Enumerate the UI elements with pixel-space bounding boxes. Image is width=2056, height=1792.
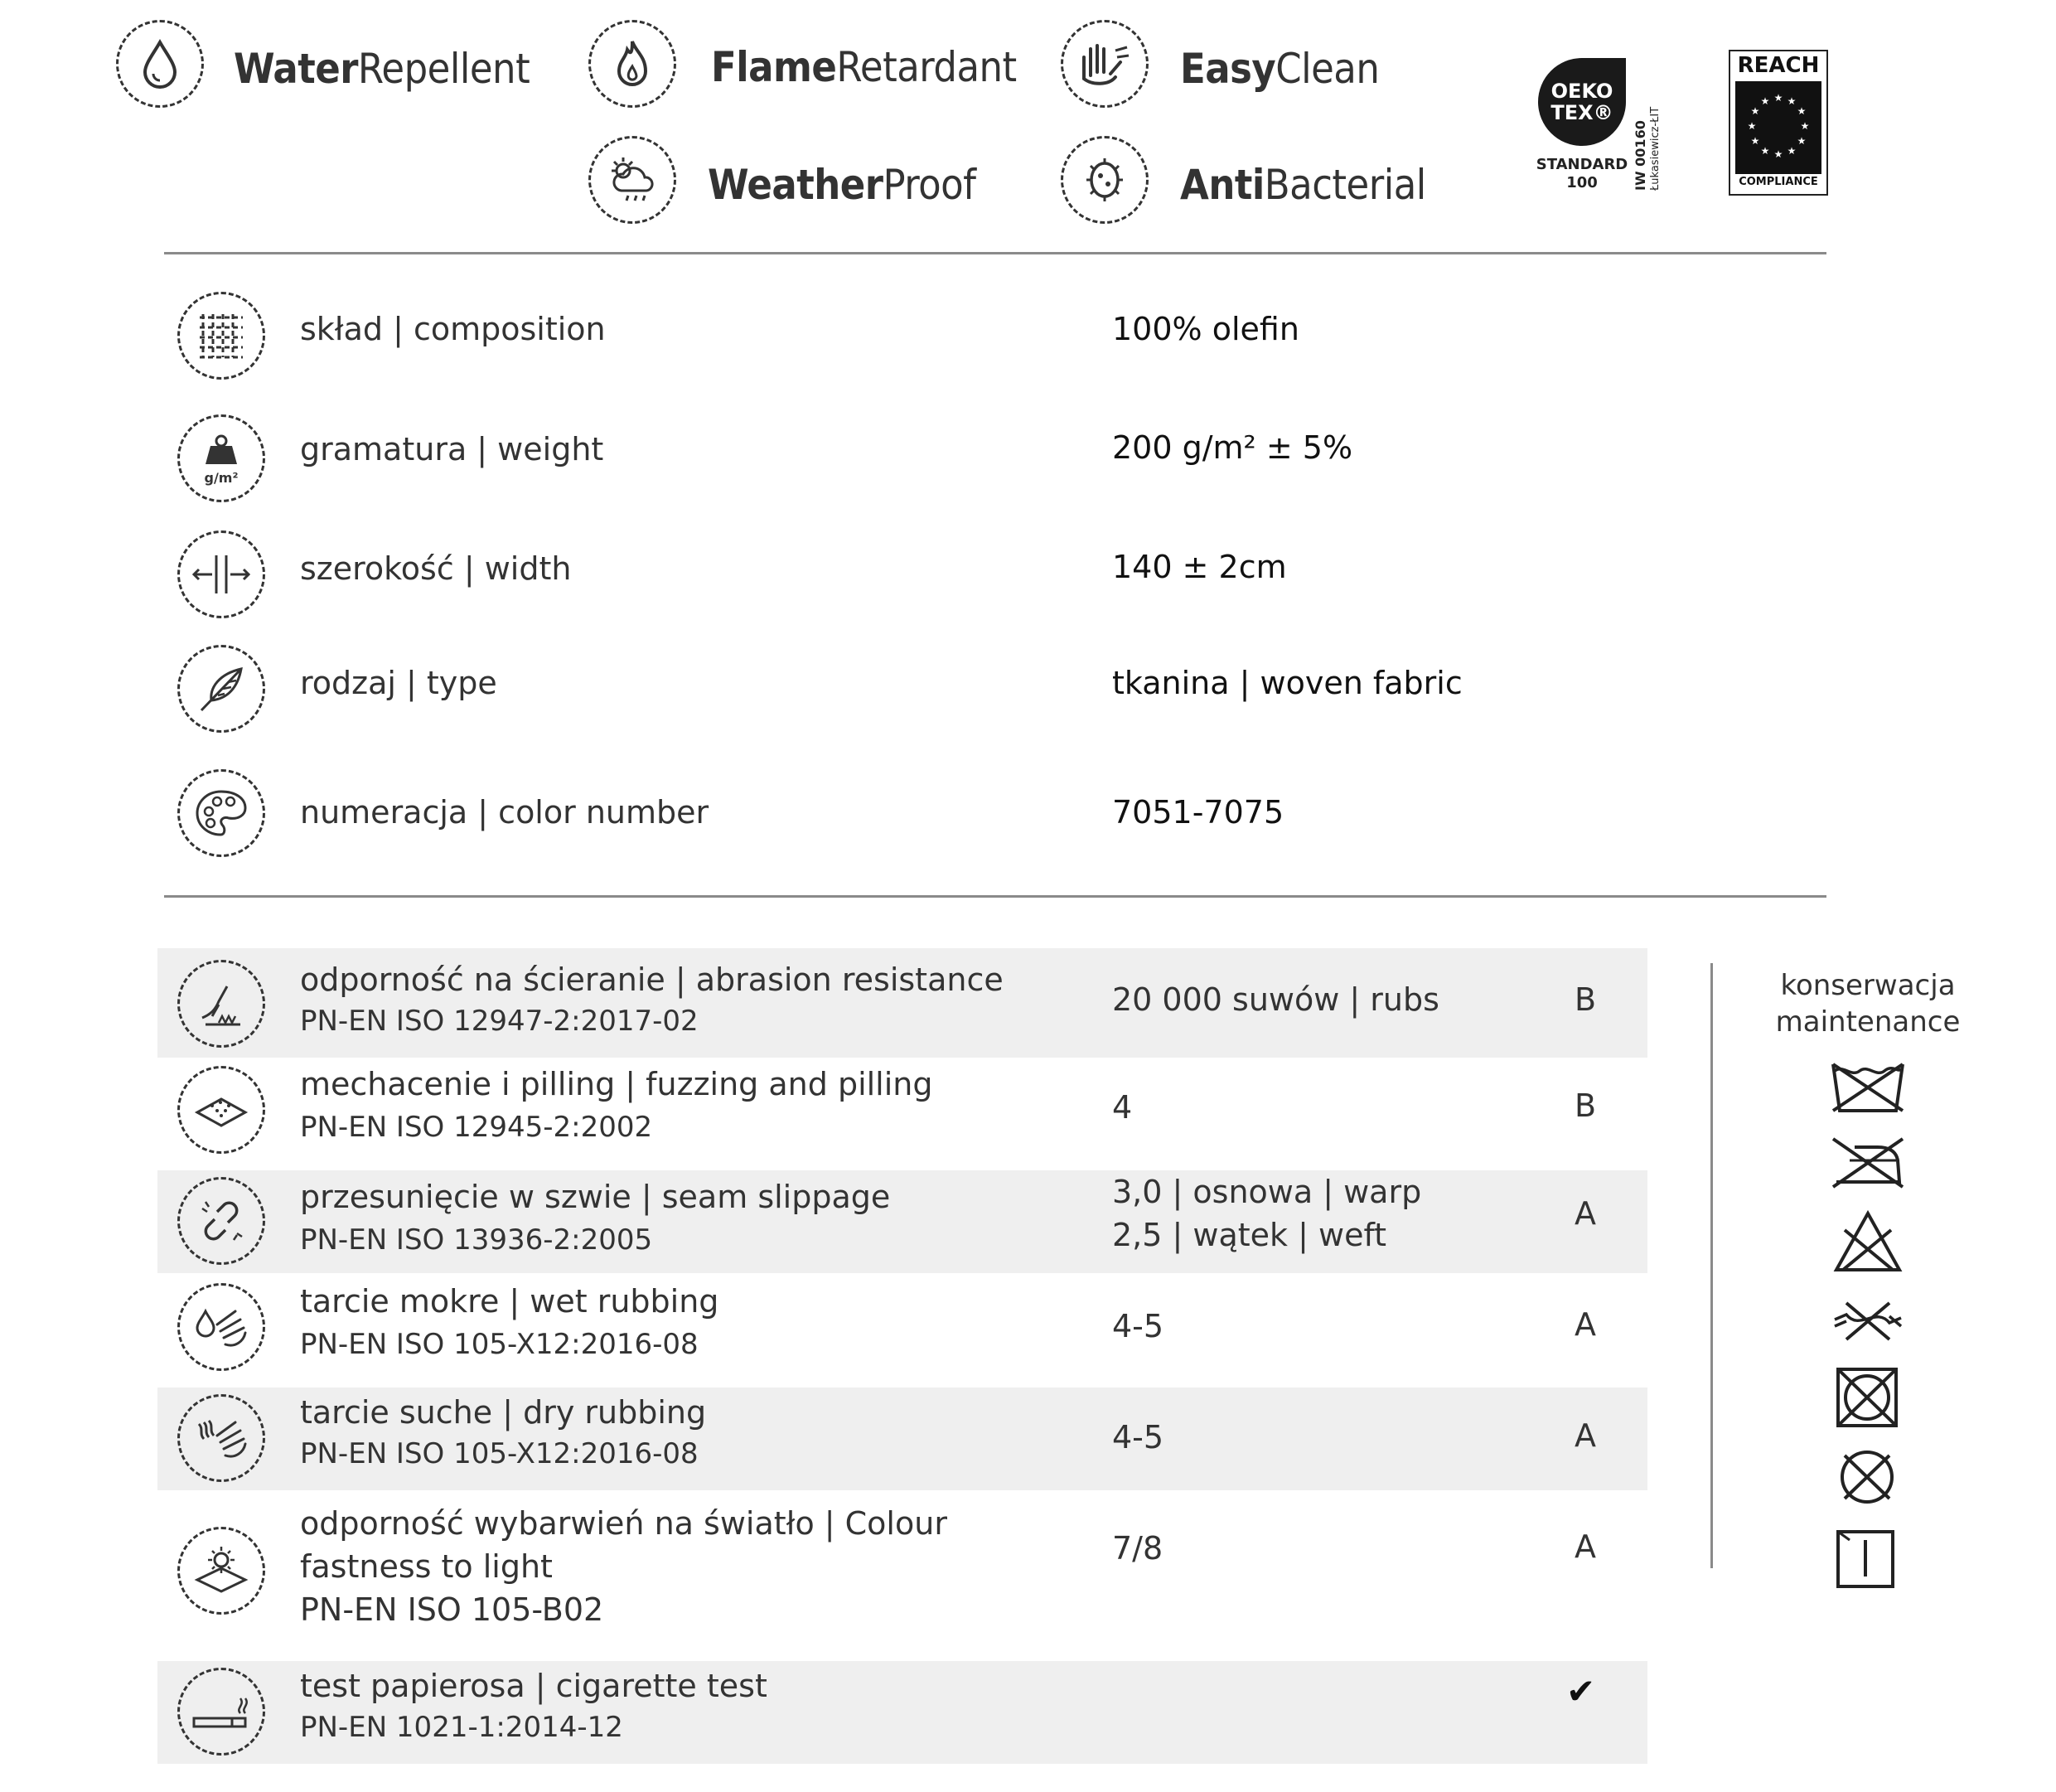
middle-divider (164, 895, 1826, 898)
prop-standard-cigarette: PN-EN 1021-1:2014-12 (300, 1711, 623, 1744)
hand-wipe-icon (1061, 20, 1149, 108)
weight-icon-text: g/m² (204, 470, 239, 486)
standard-text: STANDARD (1536, 156, 1628, 173)
anti-bacterial-label: AntiBacterial (1180, 161, 1426, 209)
water-repellent-label: WaterRepellent (234, 45, 530, 93)
prop-title-wet-rubbing: tarcie mokre | wet rubbing (300, 1283, 719, 1320)
weight-icon (177, 414, 265, 502)
prop-standard-pilling: PN-EN ISO 12945-2:2002 (300, 1111, 653, 1144)
reach-compliance-logo (1729, 50, 1828, 196)
spec-value-weight: 200 g/m² ± 5% (1112, 429, 1353, 466)
prop-standard-wet-rubbing: PN-EN ISO 105-X12:2016-08 (300, 1328, 699, 1361)
svg-text:★: ★ (1760, 145, 1770, 157)
line-dry-icon (1835, 1528, 1896, 1593)
svg-text:★: ★ (1787, 145, 1797, 157)
prop-value-pilling: 4 (1112, 1089, 1133, 1126)
light-fastness-icon (177, 1527, 265, 1615)
svg-text:★: ★ (1747, 120, 1757, 132)
do-not-bleach-icon (1833, 1210, 1903, 1276)
oeko-side-number: IW 00160 (1633, 120, 1648, 191)
prop-class-cigarette-check: ✔ (1566, 1671, 1596, 1712)
sun-cloud-rain-icon (588, 136, 676, 224)
prop-class-wet-rubbing: A (1575, 1306, 1596, 1343)
maintenance-divider (1710, 963, 1713, 1568)
palette-icon (177, 769, 265, 857)
water-drop-icon (116, 20, 204, 108)
prop-value-seam-weft: 2,5 | wątek | weft (1112, 1217, 1387, 1253)
maintenance-title-pl: konserwacja (1780, 969, 1956, 1002)
svg-text:★: ★ (1797, 105, 1807, 117)
easy-clean-label: EasyClean (1180, 45, 1380, 93)
pilling-icon (177, 1066, 265, 1154)
prop-standard-seam: PN-EN ISO 13936-2:2005 (300, 1223, 653, 1257)
svg-text:★: ★ (1787, 95, 1797, 107)
oeko-tex-logo (1533, 58, 1674, 199)
prop-value-seam-warp: 3,0 | osnowa | warp (1112, 1174, 1422, 1210)
seam-link-icon (177, 1177, 265, 1265)
feather-icon (177, 645, 265, 733)
prop-title-cigarette: test papierosa | cigarette test (300, 1668, 767, 1704)
reach-compliance-text: COMPLIANCE (1739, 176, 1818, 188)
prop-value-wet-rubbing: 4-5 (1112, 1308, 1164, 1344)
prop-class-dry-rubbing: A (1575, 1417, 1596, 1454)
spec-value-type: tkanina | woven fabric (1112, 665, 1463, 701)
svg-text:★: ★ (1750, 105, 1760, 117)
prop-standard-abrasion: PN-EN ISO 12947-2:2017-02 (300, 1005, 699, 1038)
svg-text:★: ★ (1750, 135, 1760, 147)
width-arrows-icon (177, 530, 265, 618)
cigarette-icon (177, 1668, 265, 1756)
prop-value-abrasion: 20 000 suwów | rubs (1112, 981, 1439, 1018)
oeko-text: OEKO (1550, 80, 1613, 103)
tex-text: TEX® (1550, 101, 1613, 124)
svg-text:★: ★ (1800, 120, 1810, 132)
oeko-side-institute: Łukasiewicz-ŁIT (1649, 106, 1662, 191)
weave-icon (177, 292, 265, 380)
reach-title: REACH (1737, 53, 1820, 78)
eu-stars-flag (1735, 81, 1821, 174)
prop-title-abrasion: odporność na ścieranie | abrasion resistance (300, 961, 1004, 998)
prop-standard-light-fastness: PN-EN ISO 105-B02 (300, 1591, 604, 1628)
do-not-iron-icon (1830, 1136, 1906, 1194)
spec-label-weight: gramatura | weight (300, 431, 604, 467)
abrasion-icon (177, 960, 265, 1048)
spec-value-color-number: 7051-7075 (1112, 794, 1284, 831)
prop-standard-dry-rubbing: PN-EN ISO 105-X12:2016-08 (300, 1437, 699, 1470)
prop-title-light-fastness: odporność wybarwień na światło | Colour fastness to light (300, 1505, 947, 1585)
prop-title-seam: przesunięcie w szwie | seam slippage (300, 1179, 891, 1215)
wet-rubbing-icon (177, 1283, 265, 1371)
do-not-wring-icon (1830, 1298, 1906, 1348)
svg-text:★: ★ (1797, 135, 1807, 147)
prop-value-light-fastness: 7/8 (1112, 1530, 1163, 1567)
flame-retardant-label: FlameRetardant (711, 43, 1017, 91)
spec-value-width: 140 ± 2cm (1112, 549, 1287, 585)
maintenance-title-en: maintenance (1775, 1005, 1961, 1039)
svg-text:★: ★ (1773, 148, 1783, 160)
do-not-wash-icon (1830, 1061, 1906, 1117)
flame-icon (588, 20, 676, 108)
spec-label-type: rodzaj | type (300, 665, 497, 701)
do-not-tumble-dry-icon (1835, 1366, 1899, 1432)
prop-value-dry-rubbing: 4-5 (1112, 1419, 1164, 1455)
prop-title-dry-rubbing: tarcie suche | dry rubbing (300, 1394, 707, 1431)
prop-class-abrasion: B (1575, 981, 1597, 1018)
weather-proof-label: WeatherProof (708, 161, 976, 209)
spec-label-color-number: numeracja | color number (300, 794, 709, 831)
top-divider (164, 252, 1826, 254)
prop-title-pilling: mechacenie i pilling | fuzzing and pilling (300, 1066, 933, 1102)
dry-rubbing-icon (177, 1394, 265, 1482)
prop-class-seam: A (1575, 1195, 1596, 1232)
standard-number: 100 (1566, 174, 1598, 191)
spec-label-composition: skład | composition (300, 311, 606, 347)
prop-class-pilling: B (1575, 1087, 1597, 1124)
bacteria-icon (1061, 136, 1149, 224)
svg-text:★: ★ (1760, 95, 1770, 107)
prop-class-light-fastness: A (1575, 1528, 1596, 1565)
spec-value-composition: 100% olefin (1112, 311, 1299, 347)
svg-text:★: ★ (1773, 92, 1783, 104)
do-not-dry-clean-icon (1835, 1447, 1899, 1510)
spec-label-width: szerokość | width (300, 550, 572, 587)
